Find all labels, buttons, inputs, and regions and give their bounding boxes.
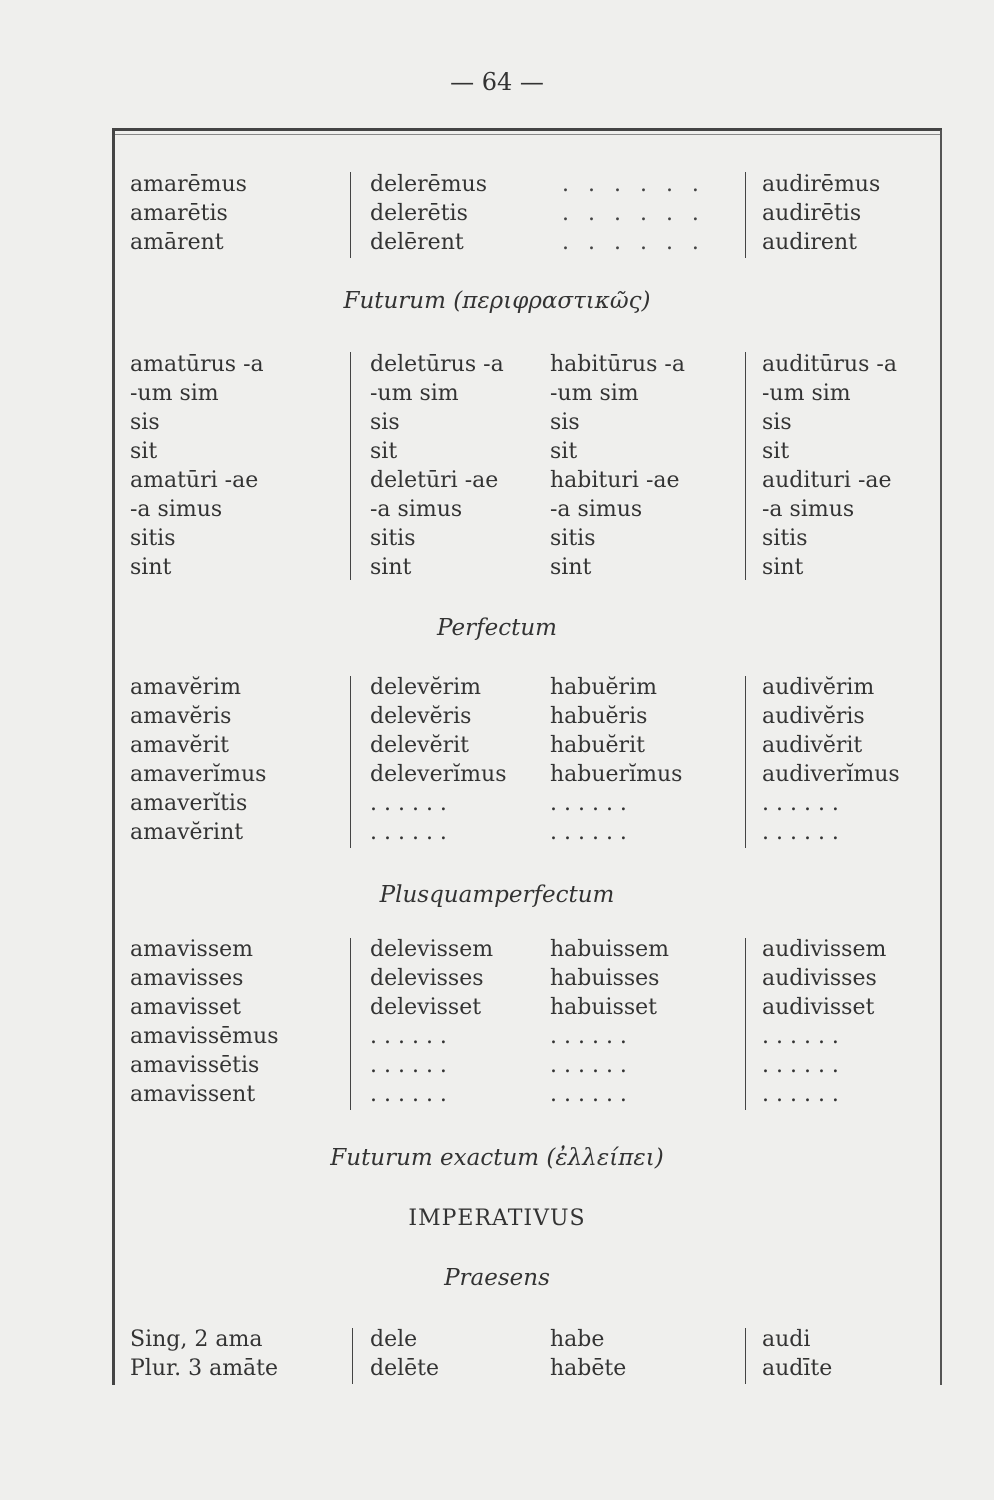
block4-audire-form: audivisset	[762, 995, 875, 1020]
block3-audire-form: . . . . . .	[762, 820, 839, 845]
block2-habere-form: sitis	[550, 526, 596, 551]
block4-delere-form: delevissem	[370, 937, 494, 962]
block2-delere-form: sint	[370, 555, 412, 580]
block5-audire-column	[762, 1325, 832, 1383]
block2-habere-form: -um sim	[550, 381, 639, 406]
block5-habere-column	[550, 1325, 626, 1383]
block4-habere-form: . . . . . .	[550, 1082, 627, 1107]
block3-delere-form: delevĕris	[370, 704, 472, 729]
block1-audire-form: audirent	[762, 230, 857, 255]
block2-habere-form: sis	[550, 410, 580, 435]
block1-delere-column	[370, 170, 487, 257]
block3-habere-form: habuĕrit	[550, 733, 645, 758]
block2-amare-form: -um sim	[130, 381, 219, 406]
block3-amare-form: amavĕrit	[130, 733, 229, 758]
block4-delere-form: . . . . . .	[370, 1053, 447, 1078]
heading-futurum: Futurum (περιφραστικῶς)	[343, 288, 651, 314]
heading-praesens: Praesens	[444, 1265, 550, 1291]
block4-audire-form: audivissem	[762, 937, 887, 962]
block4-habere-form: . . . . . .	[550, 1053, 627, 1078]
block5-amare-column	[130, 1325, 278, 1383]
block3-delere-form: . . . . . .	[370, 791, 447, 816]
block1-delere-form: delerēmus	[370, 172, 488, 197]
block4-audire-form: . . . . . .	[762, 1082, 839, 1107]
block2-delere-form: deletūri -ae	[370, 468, 499, 493]
block2-habere-form: habituri -ae	[550, 468, 680, 493]
block3-amare-form: amavĕrint	[130, 820, 244, 845]
block4-habere-form: habuissem	[550, 937, 670, 962]
block1-amare-form: amarēmus	[130, 172, 247, 197]
block4-amare-form: amavisses	[130, 966, 244, 991]
block3-delere-form: delevĕrim	[370, 675, 482, 700]
block2-habere-form: sit	[550, 439, 578, 464]
block1-amare-form: amārent	[130, 230, 224, 255]
block4-audire-form: audivisses	[762, 966, 877, 991]
block2-audire-form: sis	[762, 410, 792, 435]
block4-amare-form: amavissētis	[130, 1053, 260, 1078]
block5-delere-column	[370, 1325, 439, 1383]
block4-amare-form: amavissēmus	[130, 1024, 279, 1049]
block1-audire-form: audirētis	[762, 201, 862, 226]
block2-delere-form: -um sim	[370, 381, 459, 406]
block3-amare-form: amaverĭtis	[130, 791, 248, 816]
block3-delere-form: . . . . . .	[370, 820, 447, 845]
block2-divider-left	[350, 352, 351, 580]
block2-habere-column	[550, 350, 685, 582]
block3-delere-form: delevĕrit	[370, 733, 469, 758]
block2-audire-form: audituri -ae	[762, 468, 892, 493]
block3-audire-form: audiverĭmus	[762, 762, 900, 787]
block2-amare-form: amatūrus -a	[130, 352, 264, 377]
heading-imperativus: IMPERATIVUS	[408, 1206, 586, 1231]
block5-divider-right	[745, 1328, 746, 1384]
block3-habere-form: habuĕris	[550, 704, 648, 729]
block3-habere-column	[550, 673, 682, 847]
block2-habere-form: habitūrus -a	[550, 352, 685, 377]
block2-audire-form: sitis	[762, 526, 808, 551]
block2-delere-form: sis	[370, 410, 400, 435]
block4-habere-column	[550, 935, 669, 1109]
block4-delere-form: . . . . . .	[370, 1082, 447, 1107]
block4-habere-form: . . . . . .	[550, 1024, 627, 1049]
block3-habere-form: . . . . . .	[550, 820, 627, 845]
block3-audire-form: audivĕris	[762, 704, 865, 729]
block2-audire-form: -a simus	[762, 497, 855, 522]
block4-delere-form: delevisses	[370, 966, 484, 991]
block3-audire-form: audivĕrim	[762, 675, 875, 700]
block2-audire-column	[762, 350, 897, 582]
block4-habere-form: habuisses	[550, 966, 660, 991]
block2-amare-form: sitis	[130, 526, 176, 551]
block5-amare-form: Plur. 3 amāte	[130, 1356, 279, 1381]
block3-divider-left	[350, 676, 351, 848]
block2-amare-column	[130, 350, 264, 582]
block4-divider-left	[350, 938, 351, 1110]
block5-delere-form: delēte	[370, 1356, 440, 1381]
block4-delere-form: delevisset	[370, 995, 482, 1020]
block1-audire-column	[762, 170, 880, 257]
frame-top-rule	[112, 128, 942, 131]
block3-audire-column	[762, 673, 900, 847]
block5-amare-form: Sing, 2 ama	[130, 1327, 263, 1352]
block4-habere-form: habuisset	[550, 995, 658, 1020]
block1-habere-column	[562, 170, 705, 257]
block3-habere-form: . . . . . .	[550, 791, 627, 816]
block3-amare-form: amaverĭmus	[130, 762, 267, 787]
block4-delere-column	[370, 935, 493, 1109]
block5-habere-form: habe	[550, 1327, 605, 1352]
block2-amare-form: sis	[130, 410, 160, 435]
block1-divider-left	[350, 172, 351, 258]
block2-delere-form: sit	[370, 439, 398, 464]
block2-audire-form: sint	[762, 555, 804, 580]
heading-perfectum: Perfectum	[437, 615, 557, 641]
block3-delere-column	[370, 673, 506, 847]
block4-divider-right	[745, 938, 746, 1110]
block2-delere-column	[370, 350, 504, 582]
block3-amare-form: amavĕris	[130, 704, 232, 729]
block2-audire-form: auditūrus -a	[762, 352, 897, 377]
block1-delere-form: delērent	[370, 230, 464, 255]
block4-delere-form: . . . . . .	[370, 1024, 447, 1049]
block4-amare-column	[130, 935, 278, 1109]
block4-amare-form: amavisset	[130, 995, 241, 1020]
frame-top-rule-thin	[112, 134, 942, 135]
block4-amare-form: amavissent	[130, 1082, 256, 1107]
block3-divider-right	[745, 676, 746, 848]
page-number: — 64 —	[450, 68, 544, 96]
block2-habere-form: sint	[550, 555, 592, 580]
block5-audire-form: audīte	[762, 1356, 833, 1381]
heading-futurum-exactum: Futurum exactum (ἐλλείπει)	[330, 1145, 664, 1171]
block1-habere-form: . . . . . .	[562, 172, 705, 197]
block2-amare-form: sint	[130, 555, 172, 580]
block2-amare-form: sit	[130, 439, 158, 464]
block2-audire-form: -um sim	[762, 381, 851, 406]
block1-amare-column	[130, 170, 247, 257]
heading-plusquamperfectum: Plusquamperfectum	[379, 882, 615, 908]
block2-delere-form: deletūrus -a	[370, 352, 504, 377]
block1-divider-right	[745, 172, 746, 258]
block3-audire-form: audivĕrit	[762, 733, 863, 758]
block5-habere-form: habēte	[550, 1356, 627, 1381]
block2-delere-form: -a simus	[370, 497, 463, 522]
block3-habere-form: habuĕrim	[550, 675, 657, 700]
block1-amare-form: amarētis	[130, 201, 228, 226]
block2-audire-form: sit	[762, 439, 790, 464]
block3-amare-column	[130, 673, 266, 847]
block1-delere-form: delerētis	[370, 201, 468, 226]
block2-amare-form: -a simus	[130, 497, 223, 522]
block5-delere-form: dele	[370, 1327, 418, 1352]
block5-divider-left	[352, 1328, 353, 1384]
frame-left-rule	[112, 130, 115, 1385]
block2-amare-form: amatūri -ae	[130, 468, 259, 493]
block2-habere-form: -a simus	[550, 497, 643, 522]
block1-habere-form: . . . . . .	[562, 201, 705, 226]
block3-audire-form: . . . . . .	[762, 791, 839, 816]
block3-delere-form: deleverĭmus	[370, 762, 507, 787]
block4-audire-form: . . . . . .	[762, 1024, 839, 1049]
block1-audire-form: audirēmus	[762, 172, 881, 197]
block1-habere-form: . . . . . .	[562, 230, 705, 255]
frame-right-rule	[940, 130, 942, 1385]
block4-audire-column	[762, 935, 886, 1109]
block2-divider-right	[745, 352, 746, 580]
block4-audire-form: . . . . . .	[762, 1053, 839, 1078]
block3-habere-form: habuerĭmus	[550, 762, 683, 787]
block4-amare-form: amavissem	[130, 937, 254, 962]
block2-delere-form: sitis	[370, 526, 416, 551]
block3-amare-form: amavĕrim	[130, 675, 241, 700]
block5-audire-form: audi	[762, 1327, 811, 1352]
